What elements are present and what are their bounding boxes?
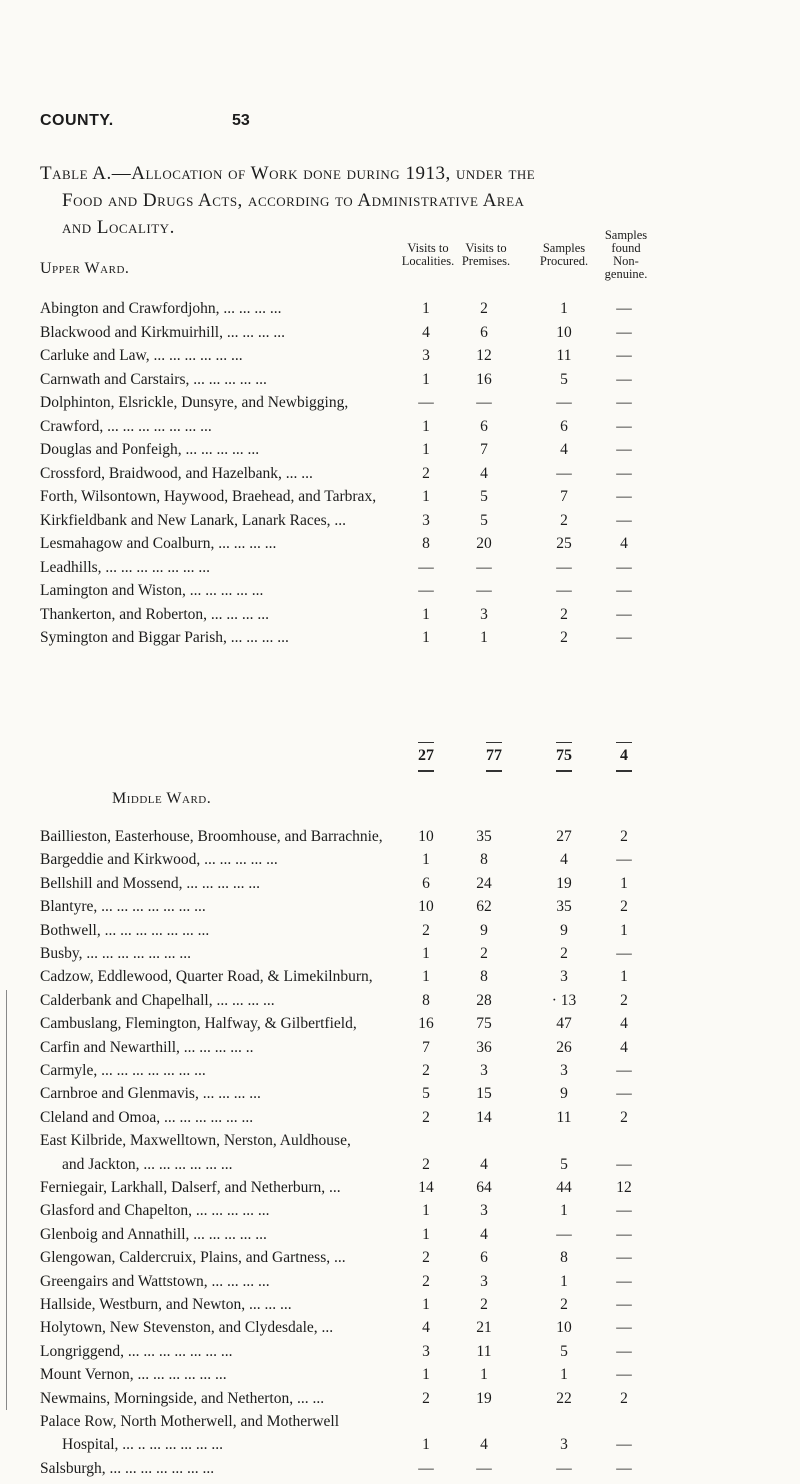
visits-premises-cell: 28 — [476, 991, 492, 1009]
samples-procured-cell: 7 — [560, 488, 568, 505]
col-header-text: genuine. — [604, 267, 648, 281]
table-row — [0, 945, 800, 969]
table-row — [0, 922, 800, 946]
visits-localities-cell: 3 — [422, 511, 430, 529]
table-row — [0, 535, 800, 559]
visits-premises-cell: — — [476, 582, 492, 599]
visits-premises-cell: 3 — [480, 1272, 488, 1290]
locality-name: Douglas and Ponfeigh, ... ... ... ... ... — [40, 441, 260, 458]
samples-nongenuine-cell: — — [616, 441, 632, 458]
upper-ward-total-visits-premises: 77 — [486, 747, 502, 764]
col-header-text: Localities. — [401, 254, 455, 268]
samples-procured-cell: 1 — [560, 1366, 568, 1384]
locality-name: Forth, Wilsontown, Haywood, Braehead, and Tarbrax, — [40, 488, 377, 505]
table-row — [0, 1460, 800, 1484]
table-row — [0, 1366, 800, 1390]
samples-nongenuine-cell: — — [616, 1296, 632, 1313]
col-header-text: Procured. — [539, 254, 589, 268]
samples-nongenuine-cell: 12 — [616, 1179, 632, 1196]
locality-name: Abington and Crawfordjohn, ... ... ... ... — [40, 300, 282, 317]
table-row — [0, 347, 800, 371]
visits-localities-cell: 2 — [422, 1155, 430, 1173]
samples-procured-cell: 2 — [560, 629, 568, 646]
samples-nongenuine-cell: 2 — [620, 991, 628, 1009]
visits-localities-cell: 2 — [422, 921, 430, 939]
table-row — [0, 418, 800, 442]
samples-procured-cell: — — [556, 394, 572, 411]
visits-localities-cell: 1 — [422, 945, 430, 962]
table-row — [0, 992, 800, 1016]
samples-nongenuine-cell: — — [616, 558, 632, 576]
samples-nongenuine-cell: — — [616, 1319, 632, 1337]
visits-premises-cell: 21 — [476, 1319, 492, 1337]
samples-procured-cell: 5 — [560, 370, 568, 388]
locality-name: Symington and Biggar Parish, ... ... ... ... — [40, 629, 289, 646]
samples-nongenuine-cell: 2 — [620, 1389, 628, 1407]
visits-premises-cell: 11 — [476, 1342, 492, 1360]
visits-premises-cell: 6 — [480, 417, 488, 435]
locality-name: Blackwood and Kirkmuirhill, ... ... ... ... — [40, 323, 285, 341]
samples-nongenuine-cell: — — [616, 605, 632, 623]
samples-nongenuine-cell: — — [616, 1202, 632, 1220]
visits-premises-cell: 4 — [480, 1225, 488, 1243]
table-row — [0, 828, 800, 852]
samples-procured-cell: 1 — [560, 1202, 568, 1220]
table-row — [0, 394, 800, 418]
visits-localities-cell: — — [418, 582, 434, 599]
table-row — [0, 851, 800, 875]
samples-procured-cell: 4 — [560, 851, 568, 869]
samples-procured-cell: — — [556, 582, 572, 599]
samples-nongenuine-cell: — — [616, 464, 632, 482]
samples-procured-cell: 2 — [560, 1296, 568, 1313]
visits-localities-cell: 2 — [422, 464, 430, 482]
visits-premises-cell: 5 — [480, 488, 488, 505]
samples-nongenuine-cell: — — [616, 1225, 632, 1243]
samples-nongenuine-cell: — — [616, 347, 632, 364]
visits-premises-cell: 35 — [476, 828, 492, 845]
visits-localities-cell: 10 — [418, 828, 434, 845]
visits-premises-cell: 4 — [480, 1155, 488, 1173]
upper-ward-total-visits-localities: 27 — [418, 747, 434, 764]
col-header-visits-premises — [454, 242, 518, 268]
col-header-text: Samples — [604, 228, 648, 242]
samples-procured-cell: — — [556, 464, 572, 482]
samples-nongenuine-cell: — — [616, 851, 632, 869]
samples-nongenuine-cell: — — [616, 1155, 632, 1173]
samples-nongenuine-cell: 4 — [620, 1038, 628, 1056]
section-heading-upper-ward: Upper Ward. — [40, 260, 130, 277]
col-header-text: Non- — [613, 254, 639, 268]
col-header-samples-nongenuine — [596, 229, 656, 281]
locality-name: Longriggend, ... ... ... ... ... ... ... — [40, 1342, 233, 1360]
visits-premises-cell: 15 — [476, 1085, 492, 1103]
upper-ward-total-samples-procured: 75 — [556, 747, 572, 764]
table-row — [0, 1062, 800, 1086]
samples-procured-cell: 35 — [556, 898, 572, 916]
visits-premises-cell: 64 — [476, 1179, 492, 1196]
col-header-text: found — [611, 241, 641, 255]
locality-name: Lesmahagow and Coalburn, ... ... ... ... — [40, 535, 277, 552]
locality-name: Palace Row, North Motherwell, and Motherwell — [40, 1413, 340, 1430]
samples-nongenuine-cell: 2 — [620, 898, 628, 916]
table-row — [0, 1179, 800, 1203]
visits-localities-cell: 7 — [422, 1038, 430, 1056]
locality-name: Mount Vernon, ... ... ... ... ... ... — [40, 1366, 227, 1384]
visits-localities-cell: 2 — [422, 1108, 430, 1126]
locality-name: Carnbroe and Glenmavis, ... ... ... ... — [40, 1085, 261, 1103]
table-row — [0, 1390, 800, 1414]
samples-nongenuine-cell: — — [616, 629, 632, 646]
samples-procured-cell: 1 — [560, 300, 568, 317]
margin-line — [6, 990, 7, 1410]
visits-premises-cell: — — [476, 394, 492, 411]
table-row — [0, 1249, 800, 1273]
table-row — [0, 629, 800, 653]
visits-premises-cell: 2 — [480, 945, 488, 962]
samples-procured-cell: — — [556, 1459, 572, 1477]
visits-localities-cell: 14 — [418, 1179, 434, 1196]
visits-premises-cell: 7 — [480, 441, 488, 458]
samples-nongenuine-cell: — — [616, 417, 632, 435]
visits-localities-cell: 1 — [422, 629, 430, 646]
locality-name: Hospital, ... .. ... ... ... ... ... — [62, 1436, 224, 1454]
visits-premises-cell: 3 — [480, 1202, 488, 1220]
samples-procured-cell: 3 — [560, 1062, 568, 1079]
locality-name: East Kilbride, Maxwelltown, Nerston, Auldhouse, — [40, 1132, 351, 1150]
samples-nongenuine-cell: — — [616, 582, 632, 599]
total-double-rule — [616, 770, 632, 772]
visits-premises-cell: 3 — [480, 1062, 488, 1079]
total-rule — [418, 742, 434, 743]
samples-nongenuine-cell: 2 — [620, 828, 628, 845]
visits-premises-cell: 24 — [476, 874, 492, 892]
locality-name: Hallside, Westburn, and Newton, ... ... ... — [40, 1296, 292, 1313]
visits-localities-cell: 1 — [422, 1225, 430, 1243]
samples-procured-cell: 2 — [560, 945, 568, 962]
samples-nongenuine-cell: — — [616, 1436, 632, 1454]
table-row — [0, 465, 800, 489]
col-header-visits-localities — [396, 242, 460, 268]
visits-premises-cell: 8 — [480, 851, 488, 869]
visits-premises-cell: 75 — [476, 1015, 492, 1033]
samples-nongenuine-cell: 1 — [620, 921, 628, 939]
page-number: 53 — [232, 112, 250, 129]
samples-nongenuine-cell: — — [616, 488, 632, 505]
samples-nongenuine-cell: 1 — [620, 874, 628, 892]
locality-name: Glenboig and Annathill, ... ... ... ... ... — [40, 1225, 267, 1243]
visits-premises-cell: 20 — [476, 535, 492, 552]
visits-localities-cell: 1 — [422, 441, 430, 458]
total-rule — [556, 742, 572, 743]
samples-procured-cell: 25 — [556, 535, 572, 552]
samples-procured-cell: 3 — [560, 1436, 568, 1454]
table-row — [0, 1296, 800, 1320]
upper-ward-total-samples-nongenuine: 4 — [620, 747, 628, 764]
visits-localities-cell: 4 — [422, 1319, 430, 1337]
samples-nongenuine-cell: — — [616, 945, 632, 962]
samples-procured-cell: 22 — [556, 1389, 572, 1407]
visits-premises-cell: — — [476, 1459, 492, 1477]
table-row — [0, 1343, 800, 1367]
samples-procured-cell: 5 — [560, 1155, 568, 1173]
locality-name: Baillieston, Easterhouse, Broomhouse, and Barrachnie, — [40, 828, 383, 845]
samples-procured-cell: 11 — [556, 347, 572, 364]
section-heading-middle-ward: Middle Ward. — [112, 790, 212, 807]
visits-premises-cell: 3 — [480, 605, 488, 623]
samples-procured-cell: 19 — [556, 874, 572, 892]
samples-nongenuine-cell: — — [616, 1366, 632, 1384]
samples-procured-cell: 5 — [560, 1342, 568, 1360]
visits-premises-cell: 4 — [480, 1436, 488, 1454]
samples-nongenuine-cell: — — [616, 300, 632, 317]
table-title-line-1: Table A.—Allocation of Work done during 1913, under the — [40, 163, 536, 184]
visits-premises-cell: 62 — [476, 898, 492, 916]
samples-nongenuine-cell: — — [616, 1085, 632, 1103]
samples-nongenuine-cell: 4 — [620, 535, 628, 552]
locality-name: Dolphinton, Elsrickle, Dunsyre, and Newbigging, — [40, 394, 349, 411]
samples-nongenuine-cell: — — [616, 1459, 632, 1477]
visits-localities-cell: 6 — [422, 874, 430, 892]
locality-name: Cambuslang, Flemington, Halfway, & Gilbertfield, — [40, 1015, 357, 1033]
visits-premises-cell: — — [476, 558, 492, 576]
visits-premises-cell: 19 — [476, 1389, 492, 1407]
total-rule — [616, 742, 632, 743]
table-row — [0, 898, 800, 922]
visits-localities-cell: 1 — [422, 300, 430, 317]
visits-localities-cell: 3 — [422, 1342, 430, 1360]
samples-nongenuine-cell: — — [616, 1249, 632, 1267]
visits-premises-cell: 12 — [476, 347, 492, 364]
locality-name: Salsburgh, ... ... ... ... ... ... ... — [40, 1459, 215, 1477]
col-header-text: Visits to — [407, 241, 449, 255]
samples-procured-cell: — — [556, 1225, 572, 1243]
samples-nongenuine-cell: 2 — [620, 1108, 628, 1126]
samples-nongenuine-cell: 1 — [620, 968, 628, 986]
table-row — [0, 582, 800, 606]
visits-premises-cell: 16 — [476, 370, 492, 388]
visits-premises-cell: 6 — [480, 1249, 488, 1267]
locality-name: Leadhills, ... ... ... ... ... ... ... — [40, 558, 211, 576]
locality-name: Carmyle, ... ... ... ... ... ... ... — [40, 1062, 206, 1079]
visits-premises-cell: 14 — [476, 1108, 492, 1126]
visits-premises-cell: 1 — [480, 629, 488, 646]
visits-premises-cell: 4 — [480, 464, 488, 482]
locality-name: Carnwath and Carstairs, ... ... ... ... ... — [40, 370, 267, 388]
samples-procured-cell: 6 — [560, 417, 568, 435]
table-row — [0, 1039, 800, 1063]
table-row — [0, 1132, 800, 1156]
visits-premises-cell: 6 — [480, 323, 488, 341]
visits-premises-cell: 2 — [480, 300, 488, 317]
locality-name: Bothwell, ... ... ... ... ... ... ... — [40, 921, 210, 939]
locality-name: Glasford and Chapelton, ... ... ... ... ... — [40, 1202, 270, 1220]
table-row — [0, 488, 800, 512]
table-row — [0, 1156, 800, 1180]
samples-procured-cell: 9 — [560, 1085, 568, 1103]
running-head-county: COUNTY. — [40, 112, 114, 129]
table-row — [0, 968, 800, 992]
samples-nongenuine-cell: — — [616, 1342, 632, 1360]
table-row — [0, 1109, 800, 1133]
table-row — [0, 324, 800, 348]
table-row — [0, 606, 800, 630]
total-double-rule — [418, 770, 434, 772]
table-row — [0, 512, 800, 536]
table-row — [0, 1319, 800, 1343]
table-row — [0, 1226, 800, 1250]
total-double-rule — [556, 770, 572, 772]
visits-premises-cell: 1 — [480, 1366, 488, 1384]
visits-premises-cell: 8 — [480, 968, 488, 986]
locality-name: Blantyre, ... ... ... ... ... ... ... — [40, 898, 206, 916]
samples-procured-cell: 10 — [556, 1319, 572, 1337]
visits-localities-cell: 1 — [422, 968, 430, 986]
samples-nongenuine-cell: — — [616, 370, 632, 388]
visits-localities-cell: 8 — [422, 535, 430, 552]
table-row — [0, 1202, 800, 1226]
samples-procured-cell: · 13 — [551, 991, 577, 1009]
visits-premises-cell: 5 — [480, 511, 488, 529]
samples-nongenuine-cell: — — [616, 394, 632, 411]
visits-localities-cell: 8 — [422, 991, 430, 1009]
locality-name: Cleland and Omoa, ... ... ... ... ... ... — [40, 1108, 254, 1126]
samples-procured-cell: — — [556, 558, 572, 576]
col-header-text: Samples — [542, 241, 586, 255]
locality-name: Lamington and Wiston, ... ... ... ... ... — [40, 582, 264, 599]
table-title-line-3: and Locality. — [62, 217, 175, 238]
visits-localities-cell: 1 — [422, 370, 430, 388]
visits-localities-cell: 1 — [422, 417, 430, 435]
visits-premises-cell: 2 — [480, 1296, 488, 1313]
samples-procured-cell: 3 — [560, 968, 568, 986]
locality-name: Carluke and Law, ... ... ... ... ... ... — [40, 347, 243, 364]
col-header-samples-procured — [528, 242, 600, 268]
locality-name: and Jackton, ... ... ... ... ... ... — [62, 1155, 233, 1173]
samples-nongenuine-cell: — — [616, 1272, 632, 1290]
table-row — [0, 1015, 800, 1039]
visits-localities-cell: 1 — [422, 1366, 430, 1384]
samples-procured-cell: 2 — [560, 511, 568, 529]
locality-name: Holytown, New Stevenston, and Clydesdale, ... — [40, 1319, 334, 1337]
visits-localities-cell: 4 — [422, 323, 430, 341]
samples-procured-cell: 2 — [560, 605, 568, 623]
locality-name: Cadzow, Eddlewood, Quarter Road, & Limekilnburn, — [40, 968, 373, 986]
samples-procured-cell: 10 — [556, 323, 572, 341]
table-row — [0, 1436, 800, 1460]
visits-localities-cell: 3 — [422, 347, 430, 364]
samples-procured-cell: 44 — [556, 1179, 572, 1196]
locality-name: Crossford, Braidwood, and Hazelbank, ... ... — [40, 464, 313, 482]
locality-name: Ferniegair, Larkhall, Dalserf, and Netherburn, ... — [40, 1179, 341, 1196]
visits-premises-cell: 36 — [476, 1038, 492, 1056]
samples-procured-cell: 1 — [560, 1272, 568, 1290]
samples-procured-cell: 9 — [560, 921, 568, 939]
visits-localities-cell: 1 — [422, 1296, 430, 1313]
locality-name: Greengairs and Wattstown, ... ... ... ... — [40, 1272, 270, 1290]
visits-localities-cell: 5 — [422, 1085, 430, 1103]
table-row — [0, 559, 800, 583]
visits-localities-cell: 1 — [422, 851, 430, 869]
locality-name: Newmains, Morningside, and Netherton, ... ... — [40, 1389, 325, 1407]
table-row — [0, 441, 800, 465]
table-row — [0, 371, 800, 395]
col-header-text: Premises. — [461, 254, 511, 268]
samples-procured-cell: 47 — [556, 1015, 572, 1033]
visits-localities-cell: 2 — [422, 1062, 430, 1079]
samples-nongenuine-cell: 4 — [620, 1015, 628, 1033]
visits-localities-cell: 10 — [418, 898, 434, 916]
visits-localities-cell: 2 — [422, 1389, 430, 1407]
table-row — [0, 1085, 800, 1109]
table-title-line-2: Food and Drugs Acts, according to Administrative Area — [62, 190, 525, 211]
samples-nongenuine-cell: — — [616, 511, 632, 529]
samples-nongenuine-cell: — — [616, 1062, 632, 1079]
visits-localities-cell: 16 — [418, 1015, 434, 1033]
locality-name: Bargeddie and Kirkwood, ... ... ... ... ... — [40, 851, 278, 869]
locality-name: Carfin and Newarthill, ... ... ... ... .. — [40, 1038, 254, 1056]
locality-name: Kirkfieldbank and New Lanark, Lanark Races, ... — [40, 511, 347, 529]
samples-procured-cell: 27 — [556, 828, 572, 845]
visits-localities-cell: 2 — [422, 1249, 430, 1267]
visits-localities-cell: 1 — [422, 1436, 430, 1454]
visits-localities-cell: 1 — [422, 1202, 430, 1220]
locality-name: Thankerton, and Roberton, ... ... ... ... — [40, 605, 270, 623]
table-row — [0, 875, 800, 899]
visits-localities-cell: 2 — [422, 1272, 430, 1290]
visits-premises-cell: 9 — [480, 921, 488, 939]
locality-name: Crawford, ... ... ... ... ... ... ... — [40, 417, 212, 435]
visits-localities-cell: 1 — [422, 488, 430, 505]
col-header-text: Visits to — [465, 241, 507, 255]
visits-localities-cell: — — [418, 558, 434, 576]
samples-procured-cell: 26 — [556, 1038, 572, 1056]
locality-name: Bellshill and Mossend, ... ... ... ... ... — [40, 874, 261, 892]
total-double-rule — [486, 770, 502, 772]
locality-name: Busby, ... ... ... ... ... ... ... — [40, 945, 191, 962]
locality-name: Calderbank and Chapelhall, ... ... ... ... — [40, 991, 275, 1009]
locality-name: Glengowan, Caldercruix, Plains, and Gartness, ... — [40, 1249, 346, 1267]
total-rule — [486, 742, 502, 743]
running-head — [40, 112, 340, 134]
table-row — [0, 1273, 800, 1297]
visits-localities-cell: — — [418, 1459, 434, 1477]
visits-localities-cell: — — [418, 394, 434, 411]
samples-procured-cell: 4 — [560, 441, 568, 458]
samples-procured-cell: 11 — [556, 1108, 572, 1126]
samples-nongenuine-cell: — — [616, 323, 632, 341]
visits-localities-cell: 1 — [422, 605, 430, 623]
table-row — [0, 300, 800, 324]
samples-procured-cell: 8 — [560, 1249, 568, 1267]
